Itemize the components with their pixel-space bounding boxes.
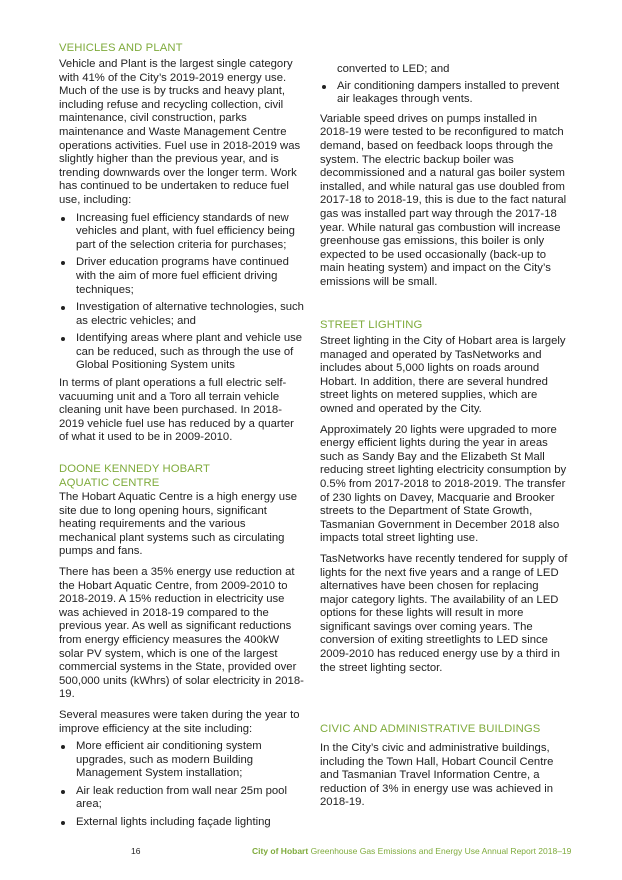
- civic-heading: CIVIC AND ADMINISTRATIVE BUILDINGS: [320, 723, 541, 735]
- street-lighting-heading: STREET LIGHTING: [320, 319, 423, 331]
- street-para-3: TasNetworks have recently tendered for supply of lights for the next five years and a range of LED alternatives have been chosen for replacing major category lights. The availability of an LED options for these lights will result in more significant savings over coming years. The conversion of exiting streetlights to LED since 2009-2010 has reduced energy use by a third in the street lighting sector.: [320, 552, 568, 674]
- list-item: Driver education programs have continued with the aim of more fuel efficient driving techniques;: [59, 256, 305, 297]
- street-para-1: Street lighting in the City of Hobart area is largely managed and operated by TasNetworks and includes about 5,000 lights on roads around Hobart. In addition, there are several hundred street lights on metered supplies, which are owned and operated by the City.: [320, 335, 566, 415]
- footer-report-title: [252, 846, 572, 857]
- footer-report-name: Greenhouse Gas Emissions and Energy Use Annual Report 2018–19: [308, 846, 572, 856]
- aquatic-continued: [320, 63, 568, 290]
- vehicles-heading: VEHICLES AND PLANT: [59, 42, 183, 54]
- vehicles-closing: In terms of plant operations a full electric self-vacuuming unit and a Toro all terrain vehicle cleaning unit have been purchased. In 2018-2019 vehicle fuel use has reduced by a quarter of what it used to be in 2009-2010.: [59, 377, 294, 444]
- aquatic-heading: [59, 462, 210, 490]
- civic-section: [320, 742, 568, 810]
- aquatic-heading-line2: AQUATIC CENTRE: [59, 477, 160, 489]
- aquatic-para-2: There has been a 35% energy use reduction at the Hobart Aquatic Centre, from 2009-2010 to 2018-2019. A 15% reduction in electricity use was achieved in 2018-19 compared to the previous year. As well as significant reductions from energy efficiency measures the 400kW solar PV system, which is one of the largest commercial systems in the State, provided over 500,000 units (kWhrs) of solar electricity in 2018-19.: [59, 565, 304, 701]
- street-lighting-section: [320, 335, 568, 675]
- aquatic-heading-line1: DOONE KENNEDY HOBART: [59, 463, 210, 475]
- list-item: Air leak reduction from wall near 25m pool area;: [59, 785, 305, 812]
- aquatic-section: [59, 491, 305, 834]
- list-item: Investigation of alternative technologies, such as electric vehicles; and: [59, 301, 305, 328]
- aquatic-para-3: Several measures were taken during the year to improve efficiency at the site including:: [59, 708, 300, 735]
- vehicles-intro: Vehicle and Plant is the largest single category with 41% of the City’s 2019-2019 energy use. Much of the use is by trucks and heavy plant, including refuse and recycling collection, civil maintenance, civil construction, parks maintenance and Waste Management Centre operations activities. Fuel use in 2018-2019 was slightly higher than the previous year, and is trending downwards over the longer term. Work has continued to be undertaken to reduce fuel use, including:: [59, 58, 301, 206]
- list-item: Air conditioning dampers installed to prevent air leakages through vents.: [320, 80, 568, 107]
- vehicles-bullet-list: [59, 212, 305, 374]
- vehicles-section: [59, 58, 305, 445]
- footer-org: City of Hobart: [252, 846, 309, 856]
- aquatic-bullet-list: [59, 740, 305, 830]
- list-item: Increasing fuel efficiency standards of new vehicles and plant, with fuel efficiency being part of the selection criteria for purchases;: [59, 212, 305, 253]
- continued-bullet-list: [320, 80, 568, 107]
- street-para-2: Approximately 20 lights were upgraded to more energy efficient lights during the year in areas such as Sandy Bay and the Elizabeth St Mall reducing street lighting electricity consumption by 0.5% from 2017-2018 to 2018-2019. The transfer of 230 lights on Davey, Macquarie and Brooker streets to the Department of State Growth, Tasmanian Government in December 2018 also impacts total street lighting use.: [320, 423, 567, 545]
- civic-para-1: In the City’s civic and administrative buildings, including the Town Hall, Hobart Council Centre and Tasmanian Travel Information Centre, a reduction of 3% in energy use was achieved in 2018-19.: [320, 742, 554, 809]
- variable-speed-drives-para: Variable speed drives on pumps installed in 2018-19 were tested to be reconfigured to match demand, based on feedback loops through the system. The electric backup boiler was decommissioned and a natural gas boiler system installed, and while natural gas use doubled from 2017-18 to 2018-19, this is due to the fact natural gas was installed part way through the 2017-18 year. While natural gas combustion will increase greenhouse gas emissions, this boiler is only expected to be used occasionally (back-up to main heating system) and impact on the City’s emissions will be small.: [320, 112, 567, 288]
- list-item: More efficient air conditioning system upgrades, such as modern Building Management System installation;: [59, 740, 305, 781]
- aquatic-para-1: The Hobart Aquatic Centre is a high energy use site due to long opening hours, significant heating requirements and the various mechanical plant systems such as circulating pumps and fans.: [59, 491, 298, 558]
- list-item: External lights including façade lighting: [59, 816, 305, 830]
- continued-bullet-text: converted to LED; and: [337, 63, 450, 75]
- page-number: 16: [131, 846, 141, 856]
- list-item: Identifying areas where plant and vehicle use can be reduced, such as through the use of Global Positioning System units: [59, 332, 305, 373]
